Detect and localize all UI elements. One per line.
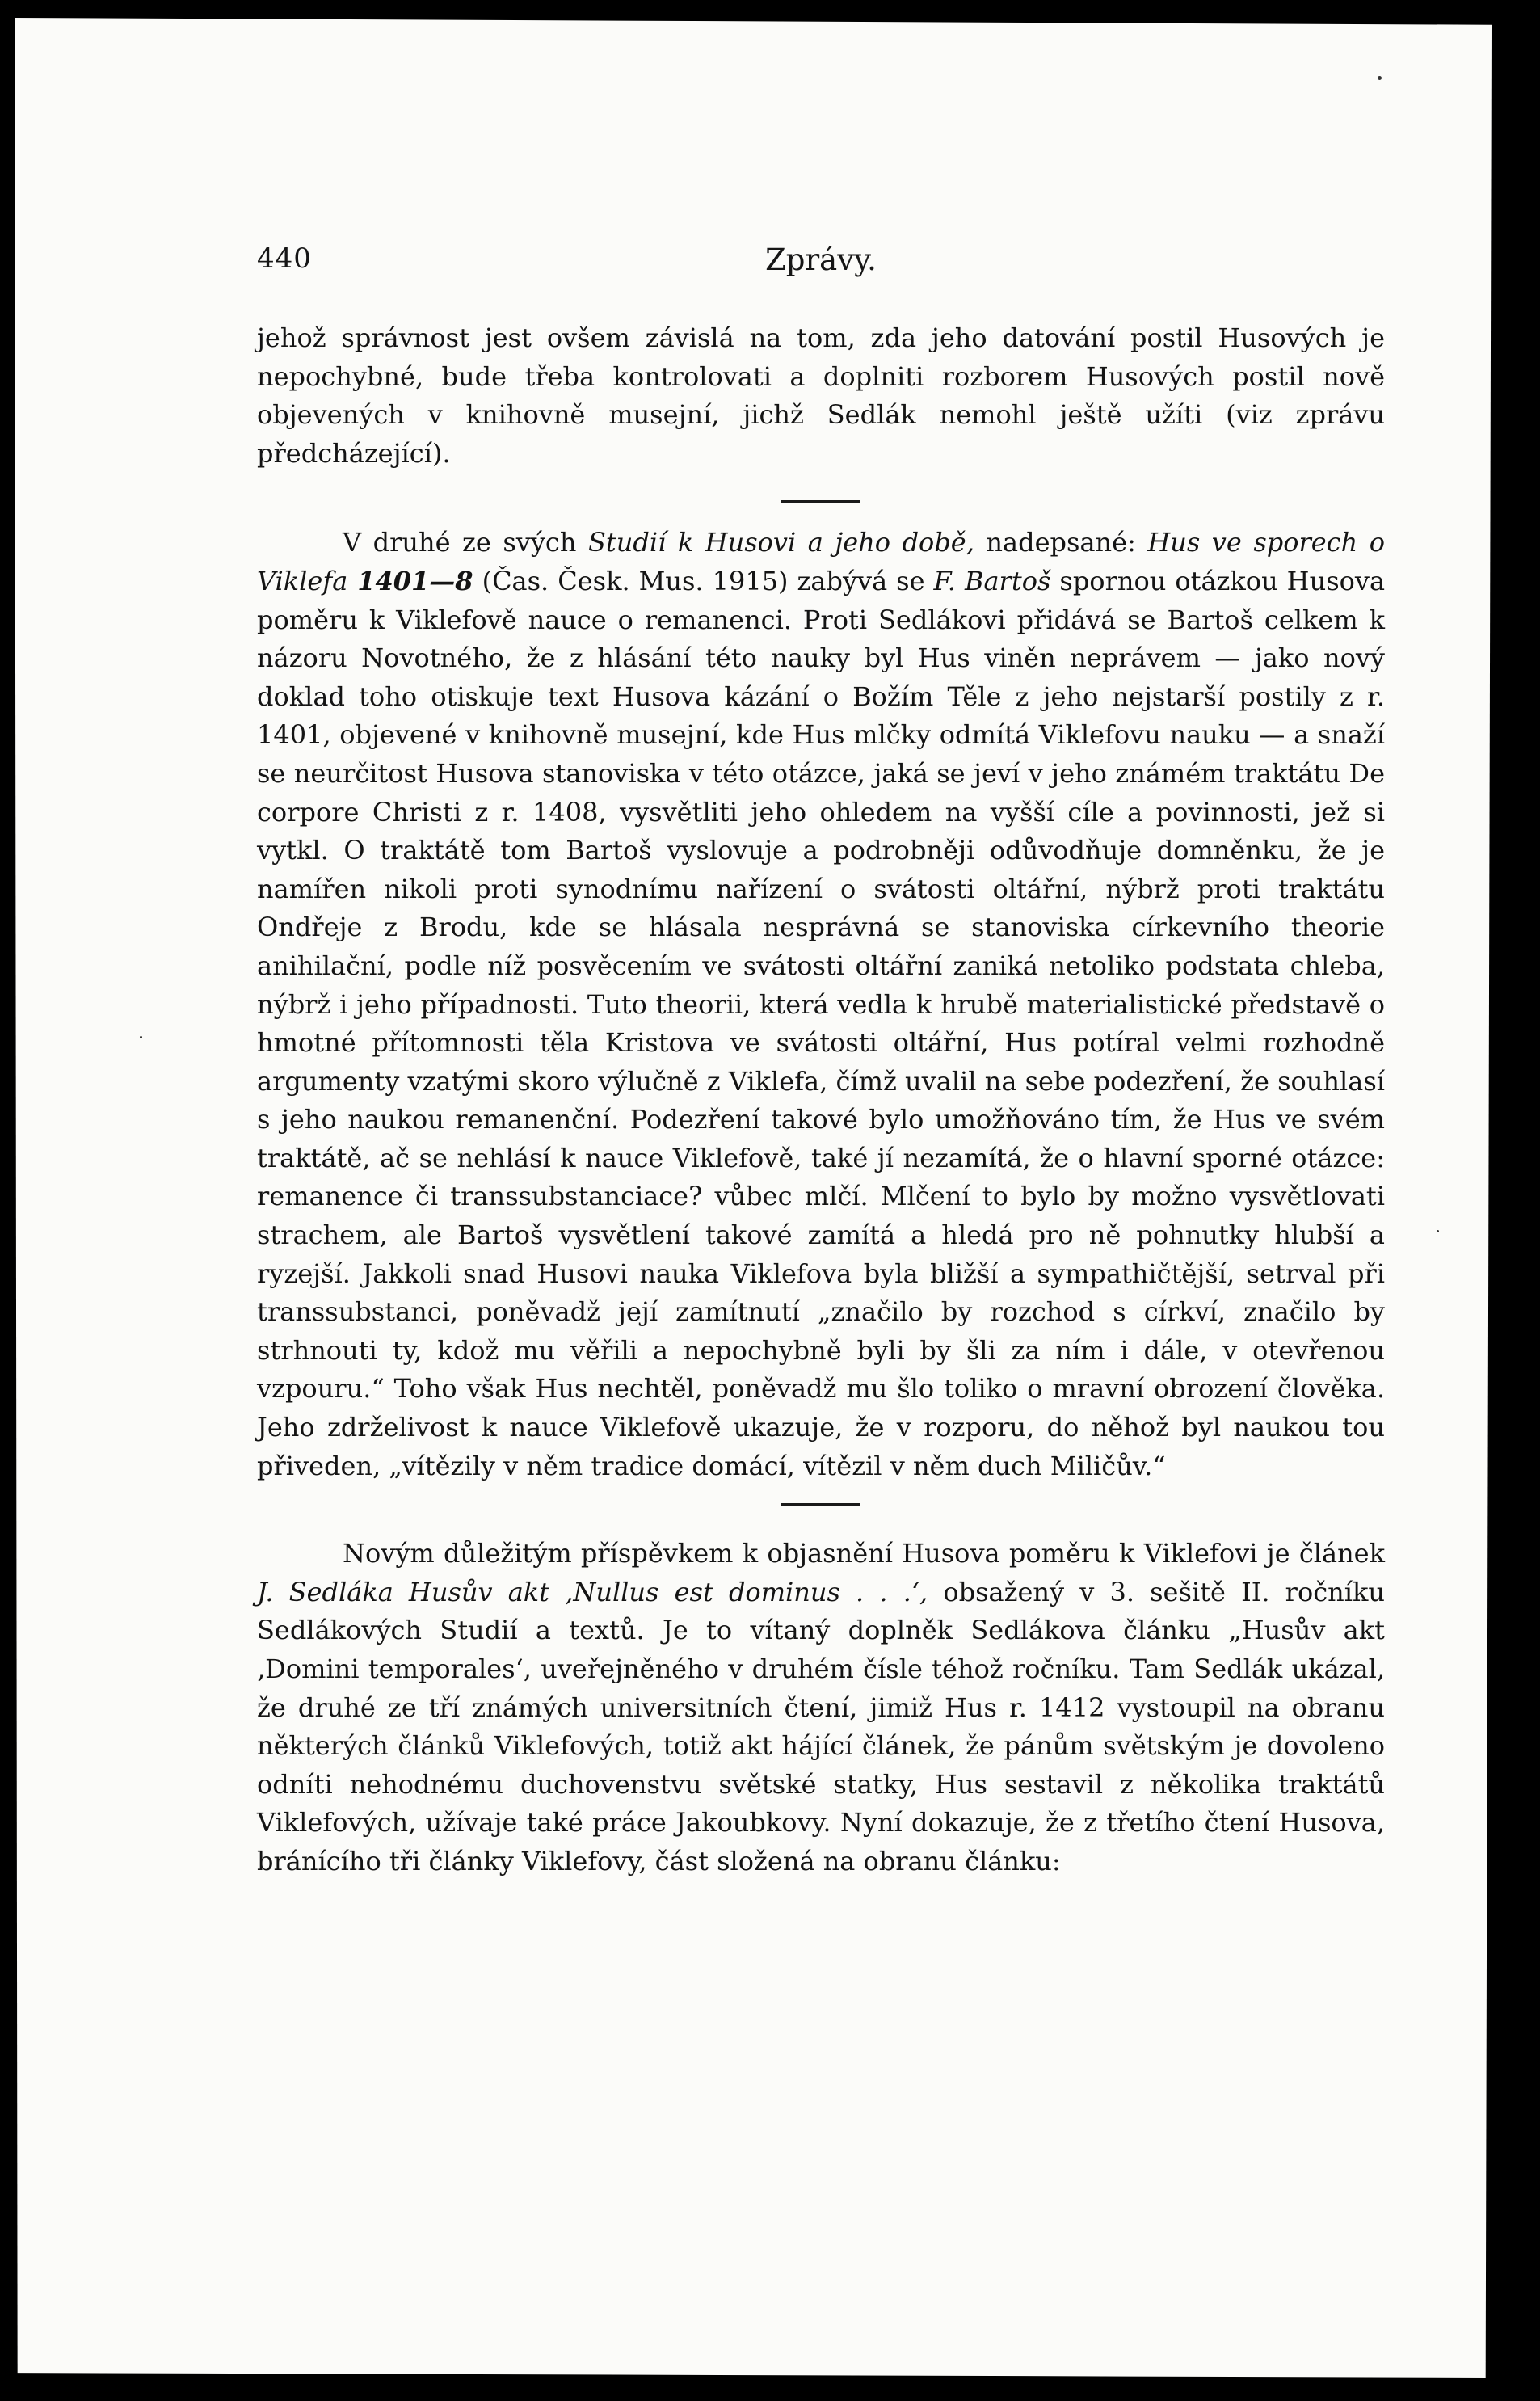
paragraph-bartos: [257, 524, 1385, 1485]
running-title: Zprávy.: [765, 242, 877, 277]
paragraph-continuation: jehož správnost jest ovšem závislá na tom, zda jeho datování postil Husových je nepochybné, bude třeba kontrolovati a doplniti rozborem Husových postil nově objevených v knihovně musejní, jichž Sedlák nemohl ještě užíti (viz zprávu předcházející).: [257, 322, 1385, 469]
study-years: 1401—8: [347, 565, 473, 596]
paragraph-text: (Čas. Česk. Mus. 1915) zabývá se: [473, 565, 934, 596]
section-divider: [781, 500, 860, 503]
paragraph-sedlak: [257, 1535, 1385, 1881]
section-divider: [781, 1503, 860, 1506]
book-title: Studií k Husovi a jeho době,: [587, 527, 974, 558]
page-number: 440: [257, 242, 312, 275]
paragraph-text: V druhé ze svých: [343, 527, 588, 558]
study-title: Hus ve sporech o Viklefa: [257, 527, 1386, 596]
author-name: F. Bartoš: [933, 565, 1051, 596]
paragraph-text: nadepsané:: [974, 527, 1148, 558]
dust-speck: [140, 1036, 142, 1038]
paragraph-text: Novým důležitým příspěvkem k objasnění Husova poměru k Viklefovi je článek: [343, 1538, 1385, 1569]
article-title: J. Sedláka Husův akt ‚Nullus est dominus . . .‘,: [257, 1576, 928, 1607]
dust-speck: [1437, 1230, 1439, 1232]
paragraph-text: spornou otázkou Husova poměru k Viklefově nauce o remanenci. Proti Sedlákovi přidává se Bartoš celkem k názoru Novotného, že z hlásání této nauky byl Hus viněn neprávem — jako nový doklad toho otiskuje text Husova kázání o Božím Těle z jeho nejstarší postily z r. 1401, objevené v knihovně musejní, kde Hus mlčky odmítá Viklefovu nauku — a snaží se neurčitost Husova stanoviska v této otázce, jaká se jeví v jeho známém traktátu De corpore Christi z r. 1408, vysvětliti jeho ohledem na vyšší cíle a povinnosti, jež si vytkl. O traktátě tom Bartoš vyslovuje a podrobněji odůvodňuje domněnku, že je namířen nikoli proti synodnímu nařízení o svátosti oltářní, nýbrž proti traktátu Ondřeje z Brodu, kde se hlásala nesprávná se stanoviska církevního theorie anihilační, podle níž posvěcením ve svátosti oltářní zaniká netoliko podstata chleba, nýbrž i jeho případnosti. Tuto theorii, která vedla k hrubě materialistické představě o hmotné přítomnosti těla Kristova ve svátosti oltářní, Hus potíral velmi rozhodně argumenty vzatými skoro výlučně z Viklefa, čímž uvalil na sebe podezření, že souhlasí s jeho naukou remanenční. Podezření takové bylo umožňováno tím, že Hus ve svém traktátě, ač se nehlásí k nauce Viklefově, také jí nezamítá, že o hlavní sporné otázce: remanence či transsubstanciace? vůbec mlčí. Mlčení to bylo by možno vysvětlovati strachem, ale Bartoš vysvětlení takové zamítá a hledá pro ně pohnutky hlubší a ryzejší. Jakkoli snad Husovi nauka Viklefova byla bližší a sympathičtější, setrval při transsubstanci, poněvadž její zamítnutí „značilo by rozchod s církví, značilo by strhnouti ty, kdož mu věřili a nepochybně byli by šli za ním i dále, v otevřenou vzpouru.“ Toho však Hus nechtěl, poněvadž mu šlo toliko o mravní obrození člověka. Jeho zdrželivost k nauce Viklefově ukazuje, že v rozporu, do něhož byl naukou tou přiveden, „vítězily v něm tradice domácí, vítězil v něm duch Miličův.“: [257, 565, 1386, 1481]
text-body: [257, 319, 1385, 1881]
paragraph-text: obsažený v 3. sešitě II. ročníku Sedlákových Studií a textů. Je to vítaný doplněk Sedlákova článku „Husův akt ‚Domini temporales‘, uveřejněného v druhém čísle téhož ročníku. Tam Sedlák ukázal, že druhé ze tří známých universitních čtení, jimiž Hus r. 1412 vystoupil na obranu některých článků Viklefových, totiž akt hájící článek, že pánům světským je dovoleno odníti nehodnému duchovenstvu světské statky, Hus sestavil z několika traktátů Viklefových, užívaje také práce Jakoubkovy. Nyní dokazuje, že z třetího čtení Husova, bránícího tři články Viklefovy, část složená na obranu článku:: [257, 1576, 1386, 1877]
running-head: [257, 242, 1385, 283]
dust-speck: [1378, 76, 1382, 80]
